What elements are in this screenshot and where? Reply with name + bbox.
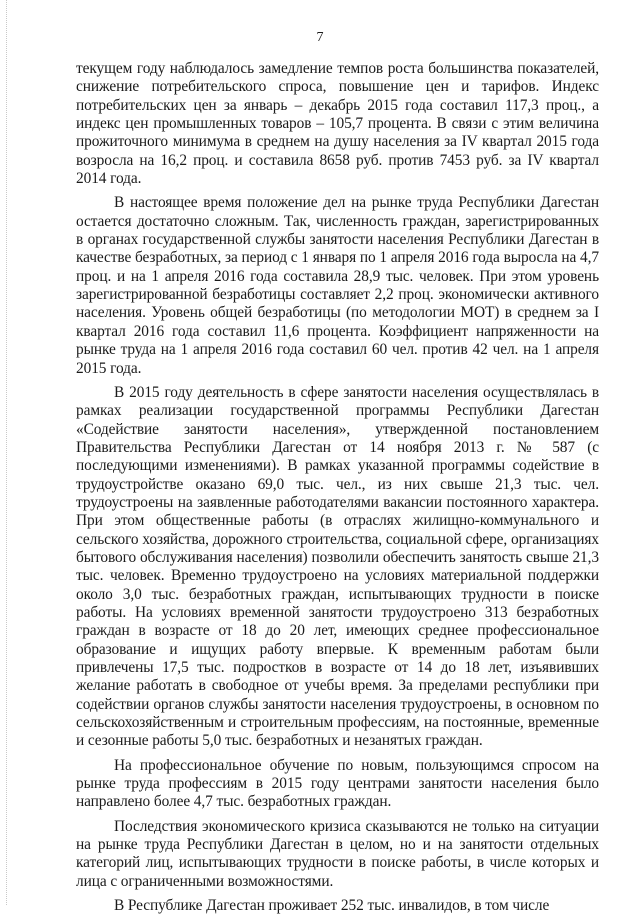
paragraph-continuation: текущем году наблюдалось замедление темпов роста большинства показателей, снижение потребительского спроса, повышение цен и тарифов. Индекс потребительских цен за январь – декабрь 2015 года составил 117,3 проц., а индекс цен промышленных товаров – 105,7 процента. В связи с этим величина прожиточного минимума в среднем на душу населения за IV квартал 2015 года возросла на 16,2 проц. и составила 8658 руб. против 7453 руб. за IV квартал 2014 года. <box>76 60 599 188</box>
scan-edge <box>6 0 8 905</box>
paragraph-labor-market: В настоящее время положение дел на рынке труда Республики Дагестан остается достаточно сложным. Так, численность граждан, зарегистрированных в органах государственной службы занятости населения Республики Дагестан в качестве безработных, за период с 1 января по 1 апреля 2016 года выросла на 4,7 проц. и на 1 апреля 2016 года составила 28,9 тыс. человек. При этом уровень зарегистрированной безработицы составляет 2,2 проц. экономически активного населения. Уровень общей безработицы (по методологии МОТ) в среднем за I квартал 2016 года составил 11,6 процента. Коэффициент напряженности на рынке труда на 1 апреля 2016 года составил 60 чел. против 42 чел. на 1 апреля 2015 года. <box>76 194 599 377</box>
paragraph-crisis-effects: Последствия экономического кризиса сказываются не только на ситуации на рынке труда Республики Дагестан в целом, но и на занятости отдельных категорий лиц, испытывающих трудности в поиске работы, в числе которых и лица с ограниченными возможностями. <box>76 817 599 890</box>
paragraph-employment-program: В 2015 году деятельность в сфере занятости населения осуществлялась в рамках реализации государственной программы Республики Дагестан «Содействие занятости населения», утвержденной постановлением Правительства Республики Дагестан от 14 ноября 2013 г. № 587 (с последующими изменениями). В рамках указанной программы содействие в трудоустройстве оказано 69,0 тыс. чел., из них свыше 21,3 тыс. чел. трудоустроены на заявленные работодателями вакансии постоянного характера. При этом общественные работы (в отраслях жилищно-коммунального и сельского хозяйства, дорожного строительства, социальной сфере, организациях бытового обслуживания населения) позволили обеспечить занятость свыше 21,3 тыс. человек. Временно трудоустроено на условиях материальной поддержки около 3,0 тыс. безработных граждан, испытывающих трудности в поиске работы. На условиях временной занятости трудоустроено 313 безработных граждан в возрасте от 18 до 20 лет, имеющих среднее профессиональное образование и ищущих работу впервые. К временным работам были привлечены 17,5 тыс. подростков в возрасте от 14 до 18 лет, изъявивших желание работать в свободное от учебы время. За пределами республики при содействии органов службы занятости населения трудоустроены, в основном по сельскохозяйственным и строительным профессиям, на постоянные, временные и сезонные работы 5,0 тыс. безработных и незанятых граждан. <box>76 383 599 750</box>
page-number: 7 <box>316 30 324 45</box>
paragraph-vocational-training: На профессиональное обучение по новым, пользующимся спросом на рынке труда профессиям в 2015 году центрами занятости населения было направлено более 4,7 тыс. безработных граждан. <box>76 756 599 811</box>
paragraph-disabled-persons: В Республике Дагестан проживает 252 тыс. инвалидов, в том числе <box>114 897 550 915</box>
document-body <box>76 60 599 915</box>
